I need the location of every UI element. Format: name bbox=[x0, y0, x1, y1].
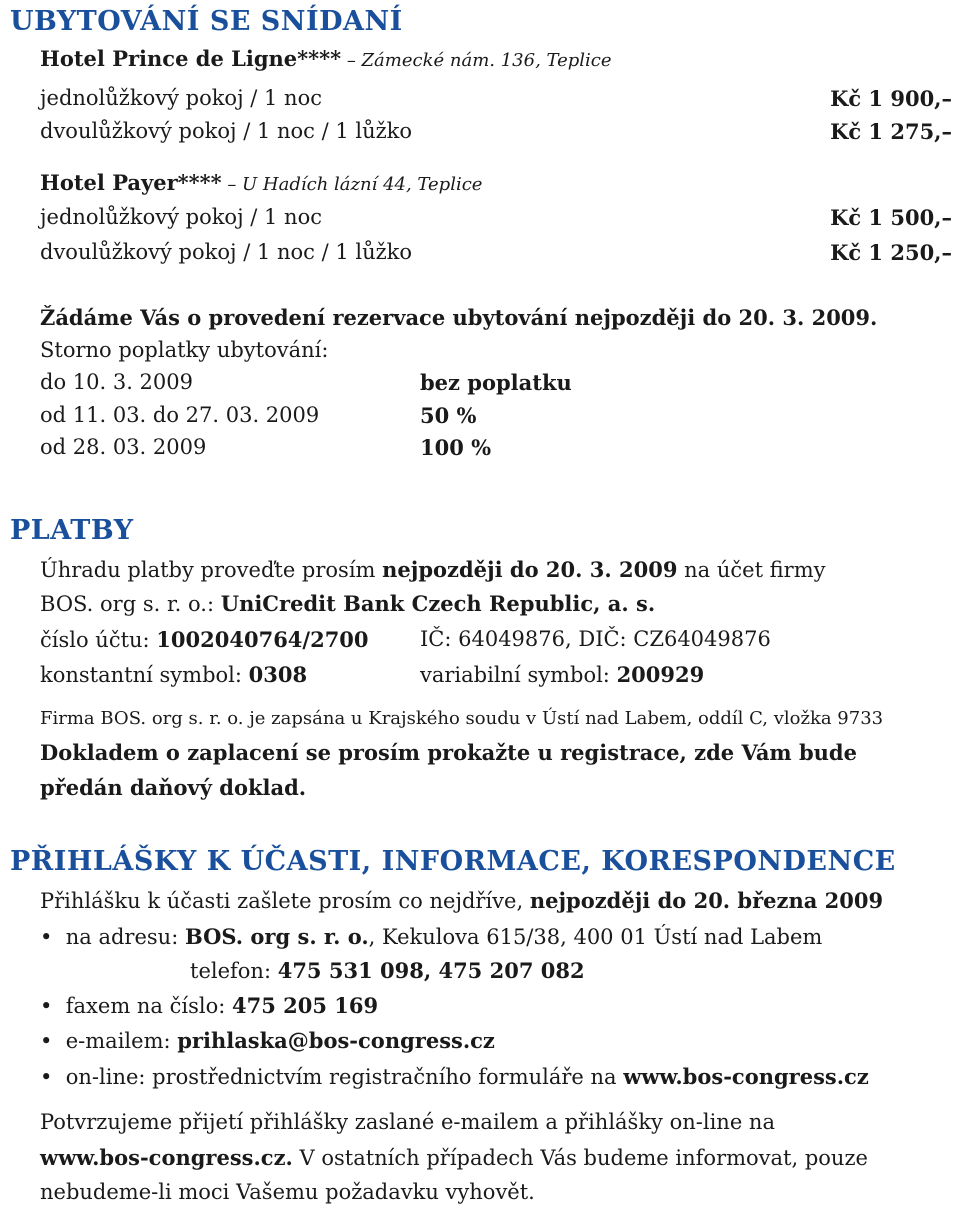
payment-line-1 bbox=[40, 557, 826, 582]
var-label: variabilní symbol: bbox=[420, 663, 617, 687]
company-registry: Firma BOS. org s. r. o. je zapsána u Krajského soudu v Ústí nad Labem, oddíl C, vložka 9733 bbox=[40, 708, 884, 729]
hotel-2-room-1-label: jednolůžkový pokoj / 1 noc bbox=[40, 205, 322, 229]
phone-value: 475 531 098, 475 207 082 bbox=[277, 958, 585, 983]
phone-label: telefon: bbox=[190, 959, 278, 983]
payment-deadline: nejpozději do 20. 3. 2009 bbox=[382, 557, 678, 582]
section-title-accommodation: UBYTOVÁNÍ SE SNÍDANÍ bbox=[10, 6, 403, 37]
account-value: 1002040764/2700 bbox=[156, 627, 369, 652]
hotel-2-name: Hotel Payer**** bbox=[40, 170, 222, 195]
list-item-fax bbox=[40, 993, 378, 1018]
confirm-line-2 bbox=[40, 1145, 868, 1170]
const-label: konstantní symbol: bbox=[40, 663, 249, 687]
hotel-2-address: – U Hadích lázní 44, Teplice bbox=[221, 174, 483, 195]
confirm-line-1: Potvrzujeme přijetí přihlášky zaslané e-mailem a přihlášky on-line na bbox=[40, 1110, 775, 1134]
fax-label: faxem na číslo: bbox=[65, 994, 232, 1018]
storno-period-3: od 28. 03. 2009 bbox=[40, 435, 207, 459]
constant-symbol bbox=[40, 662, 307, 687]
bullet-icon: • bbox=[40, 1065, 66, 1089]
variable-symbol bbox=[420, 662, 704, 687]
address-rest: , Kekulova 615/38, 400 01 Ústí nad Labem bbox=[368, 925, 823, 949]
payment-line-2 bbox=[40, 591, 655, 616]
storno-period-2: od 11. 03. do 27. 03. 2009 bbox=[40, 403, 320, 427]
bank-name: UniCredit Bank Czech Republic, a. s. bbox=[220, 591, 656, 616]
confirm-website-link[interactable]: www.bos-congress.cz. bbox=[40, 1145, 293, 1170]
registration-intro-a: Přihlášku k účasti zašlete prosím co nejdříve, bbox=[40, 889, 530, 913]
fax-value: 475 205 169 bbox=[232, 993, 379, 1018]
payment-line-1-c: na účet firmy bbox=[677, 558, 826, 582]
bullet-icon: • bbox=[40, 1029, 66, 1053]
proof-line-2: předán daňový doklad. bbox=[40, 775, 307, 800]
ic-dic: IČ: 64049876, DIČ: CZ64049876 bbox=[420, 627, 771, 651]
account-number bbox=[40, 627, 369, 652]
storno-fee-2: 50 % bbox=[420, 403, 477, 428]
confirm-line-2-rest: V ostatních případech Vás budeme informovat, pouze bbox=[292, 1146, 868, 1170]
storno-title: Storno poplatky ubytování: bbox=[40, 338, 329, 362]
var-value: 200929 bbox=[616, 662, 705, 687]
registration-deadline: nejpozději do 20. března 2009 bbox=[529, 888, 884, 913]
storno-fee-1: bez poplatku bbox=[420, 370, 572, 395]
phone-line bbox=[190, 958, 585, 983]
list-item-email bbox=[40, 1028, 495, 1053]
proof-line-1: Dokladem o zaplacení se prosím prokažte u registrace, zde Vám bude bbox=[40, 740, 857, 765]
hotel-1-address: – Zámecké nám. 136, Teplice bbox=[341, 50, 612, 71]
address-label: na adresu: bbox=[65, 925, 185, 949]
hotel-1-room-1-price: Kč 1 900,– bbox=[830, 86, 952, 111]
const-value: 0308 bbox=[248, 662, 308, 687]
hotel-1-room-2-label: dvoulůžkový pokoj / 1 noc / 1 lůžko bbox=[40, 119, 413, 143]
payment-line-1-a: Úhradu platby proveďte prosím bbox=[40, 558, 383, 582]
company-name: BOS. org s. r. o.: bbox=[40, 592, 221, 616]
hotel-1-room-2-price: Kč 1 275,– bbox=[830, 119, 952, 144]
website-link[interactable]: www.bos-congress.cz bbox=[623, 1064, 869, 1089]
bullet-icon: • bbox=[40, 925, 66, 949]
account-label: číslo účtu: bbox=[40, 628, 157, 652]
online-label: on-line: prostřednictvím registračního formuláře na bbox=[65, 1065, 624, 1089]
confirm-line-3: nebudeme-li moci Vašemu požadavku vyhovět. bbox=[40, 1180, 535, 1204]
hotel-1-name: Hotel Prince de Ligne**** bbox=[40, 46, 342, 71]
hotel-2-room-2-price: Kč 1 250,– bbox=[830, 240, 952, 265]
section-title-payments: PLATBY bbox=[10, 515, 134, 546]
hotel-2-heading bbox=[40, 170, 482, 195]
email-label: e-mailem: bbox=[65, 1029, 178, 1053]
reservation-note: Žádáme Vás o provedení rezervace ubytování nejpozději do 20. 3. 2009. bbox=[40, 305, 878, 330]
section-title-registration: PŘIHLÁŠKY K ÚČASTI, INFORMACE, KORESPONDENCE bbox=[10, 846, 896, 877]
registration-intro bbox=[40, 888, 883, 913]
bullet-icon: • bbox=[40, 994, 66, 1018]
storno-period-1: do 10. 3. 2009 bbox=[40, 370, 193, 394]
email-link[interactable]: prihlaska@bos-congress.cz bbox=[177, 1028, 495, 1053]
storno-fee-3: 100 % bbox=[420, 435, 492, 460]
hotel-2-room-2-label: dvoulůžkový pokoj / 1 noc / 1 lůžko bbox=[40, 240, 413, 264]
hotel-2-room-1-price: Kč 1 500,– bbox=[830, 205, 952, 230]
list-item-address bbox=[40, 924, 822, 949]
hotel-1-heading bbox=[40, 46, 612, 71]
hotel-1-room-1-label: jednolůžkový pokoj / 1 noc bbox=[40, 86, 322, 110]
list-item-online bbox=[40, 1064, 869, 1089]
address-company: BOS. org s. r. o. bbox=[184, 924, 369, 949]
